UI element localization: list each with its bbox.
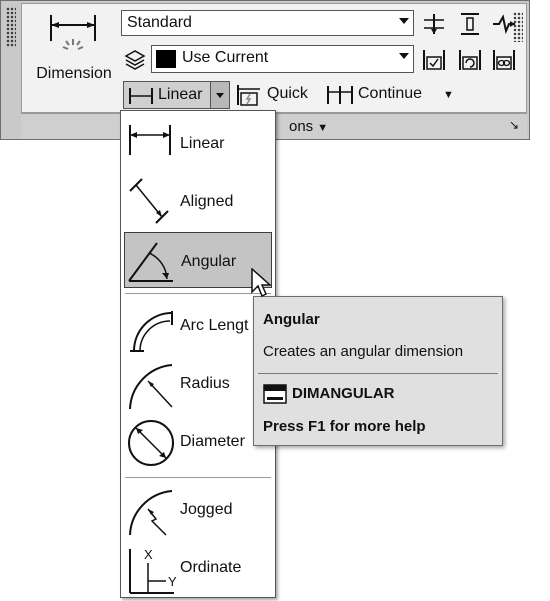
chevron-down-icon [399, 53, 409, 59]
menu-item-arc-length[interactable] [124, 297, 272, 353]
arc-length-icon [126, 301, 176, 355]
quick-dim-icon [235, 83, 263, 107]
panel-title-text: ons [289, 118, 314, 135]
angular-tooltip [253, 296, 503, 446]
dim-style-dropdown[interactable] [121, 10, 414, 36]
aligned-dim-icon [126, 177, 174, 225]
menu-separator [125, 477, 271, 478]
menu-item-label: Linear [180, 135, 225, 152]
jogged-icon [126, 485, 176, 539]
chevron-down-icon: ▼ [317, 122, 329, 134]
mouse-cursor-icon [251, 268, 273, 300]
svg-text:Y: Y [168, 574, 177, 589]
menu-item-linear[interactable] [124, 115, 272, 171]
diameter-icon [126, 417, 176, 469]
chevron-down-icon [216, 93, 224, 98]
dim-layer-value: Use Current [182, 49, 269, 66]
dim-layer-dropdown[interactable] [151, 45, 414, 73]
menu-item-label: Ordinate [180, 559, 242, 576]
dim-update-icon[interactable] [457, 47, 483, 73]
menu-separator [125, 293, 271, 294]
menu-item-label: Aligned [180, 193, 234, 210]
menu-item-label: Angular [181, 253, 237, 270]
dim-reassociate-icon[interactable] [491, 47, 517, 73]
dim-style-value: Standard [127, 14, 192, 31]
ordinate-icon [126, 543, 178, 597]
chevron-down-icon[interactable]: ▼ [443, 89, 454, 101]
continue-dim-icon [326, 84, 354, 106]
dim-jog-line-icon[interactable] [491, 11, 517, 37]
menu-item-angular[interactable] [124, 232, 272, 288]
menu-item-diameter[interactable] [124, 413, 272, 469]
layers-icon [123, 47, 147, 71]
linear-split-dropdown-arrow[interactable] [210, 81, 230, 109]
dimension-button-label: Dimension [36, 65, 112, 82]
menu-item-aligned[interactable] [124, 173, 272, 229]
svg-text:X: X [144, 547, 153, 562]
dim-break-icon[interactable] [457, 11, 483, 37]
dimension-icon [47, 11, 99, 65]
menu-item-label: Radius [180, 375, 230, 392]
continue-split-button[interactable] [326, 83, 456, 107]
layer-color-swatch [156, 50, 176, 68]
menu-item-label: Diameter [180, 433, 245, 450]
tooltip-help: Press F1 for more help [263, 418, 426, 435]
dialog-launcher-icon[interactable]: ↘ [508, 118, 519, 132]
linear-split-label: Linear [158, 86, 203, 103]
menu-item-jogged[interactable] [124, 481, 272, 537]
command-line-icon [263, 383, 287, 405]
tooltip-title: Angular [263, 311, 320, 328]
menu-item-radius[interactable] [124, 355, 272, 411]
panel-title [289, 118, 328, 135]
linear-split-button[interactable] [123, 81, 211, 109]
menu-item-label: Jogged [180, 501, 233, 518]
radius-icon [126, 359, 176, 413]
dim-inspect-icon[interactable] [421, 47, 447, 73]
dimension-button[interactable] [29, 7, 119, 107]
tooltip-separator [258, 373, 498, 374]
tooltip-command: DIMANGULAR [292, 385, 395, 402]
menu-item-label: Arc Lengt [180, 317, 249, 334]
menu-item-ordinate[interactable] [124, 539, 272, 595]
tooltip-description: Creates an angular dimension [263, 343, 464, 360]
angular-dim-icon [127, 237, 177, 285]
linear-dim-icon [128, 87, 154, 105]
chevron-down-icon [399, 18, 409, 24]
continue-label: Continue [358, 85, 423, 102]
panel-grip[interactable] [6, 7, 16, 47]
quick-dimension-label: Quick [267, 85, 308, 102]
dim-space-icon[interactable] [421, 11, 447, 37]
linear-dim-icon [126, 119, 174, 159]
